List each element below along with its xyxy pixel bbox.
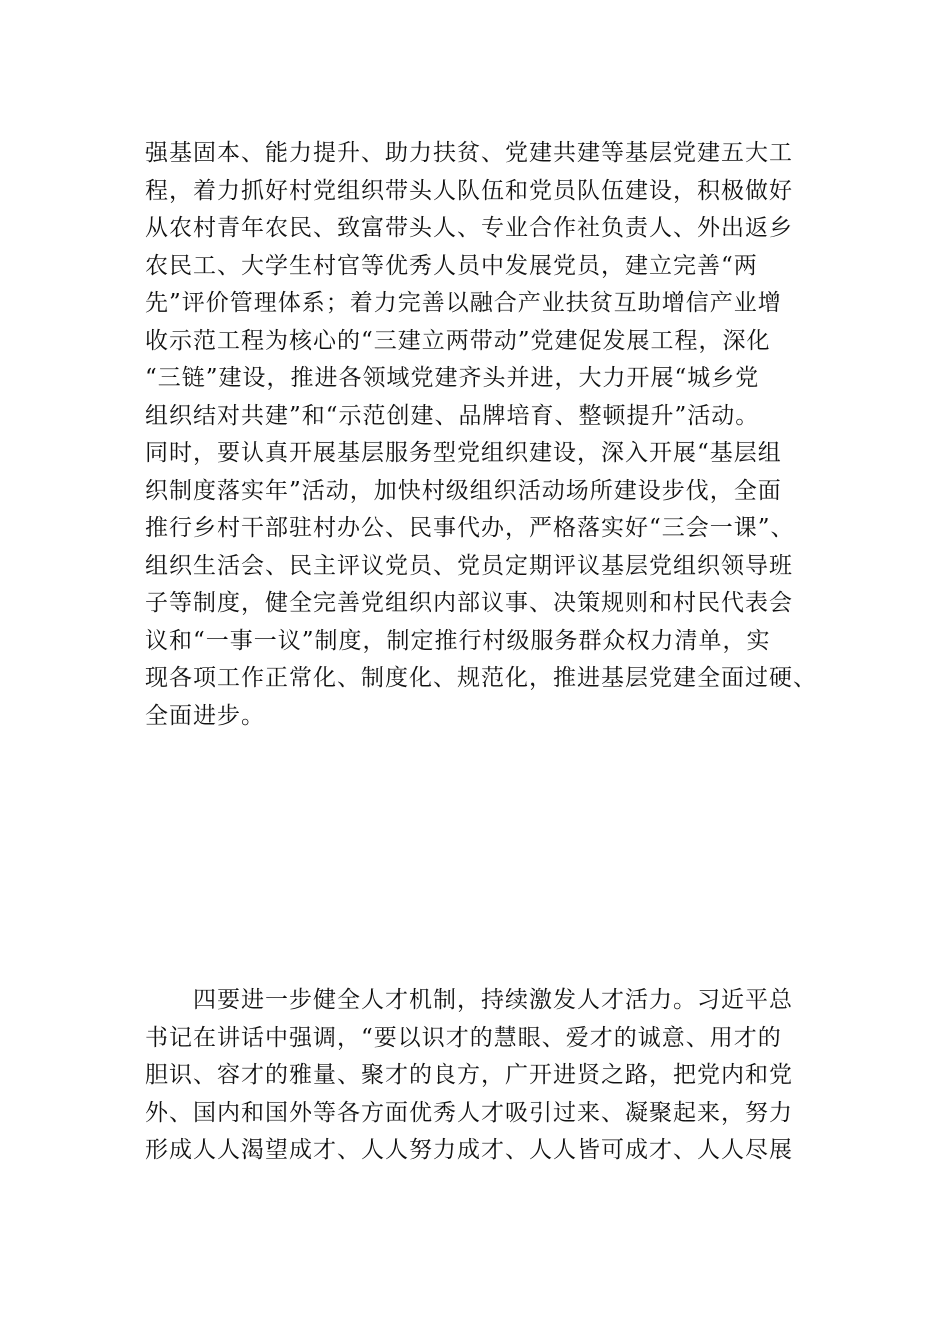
text-line: 推行乡村干部驻村办公、民事代办，严格落实好“三会一课”、 bbox=[145, 515, 795, 541]
text-line: 书记在讲话中强调，“要以识才的慧眼、爱才的诚意、用才的 bbox=[145, 1024, 782, 1051]
text-line: 强基固本、能力提升、助力扶贫、党建共建等基层党建五大工 bbox=[145, 140, 793, 166]
text-line: 现各项工作正常化、制度化、规范化，推进基层党建全面过硬、 bbox=[145, 665, 817, 691]
text-line: 子等制度，健全完善党组织内部议事、决策规则和村民代表会 bbox=[145, 590, 793, 616]
text-line: 先”评价管理体系；着力完善以融合产业扶贫互助增信产业增 bbox=[145, 290, 782, 316]
text-line: 形成人人渴望成才、人人努力成才、人人皆可成才、人人尽展 bbox=[145, 1137, 793, 1163]
text-line: 四要进一步健全人才机制，持续激发人才活力。习近平总 bbox=[193, 987, 793, 1013]
text-line: 议和“一事一议”制度，制定推行村级服务群众权力清单，实 bbox=[145, 627, 771, 654]
text-line: “三链”建设，推进各领域党建齐头并进，大力开展“城乡党 bbox=[145, 365, 760, 391]
text-line: 织制度落实年”活动，加快村级组织活动场所建设步伐，全面 bbox=[145, 477, 782, 504]
paragraph-grassroots-party-building bbox=[145, 135, 825, 735]
text-line: 程，着力抓好村党组织带头人队伍和党员队伍建设，积极做好 bbox=[145, 177, 793, 204]
paragraph-talent-mechanism bbox=[145, 982, 825, 1170]
text-line: 从农村青年农民、致富带头人、专业合作社负责人、外出返乡 bbox=[145, 215, 793, 241]
text-line: 同时，要认真开展基层服务型党组织建设，深入开展“基层组 bbox=[145, 440, 782, 466]
text-line: 全面进步。 bbox=[145, 702, 265, 729]
text-line: 组织生活会、民主评议党员、党员定期评议基层党组织领导班 bbox=[145, 552, 793, 579]
text-line: 收示范工程为核心的“三建立两带动”党建促发展工程，深化 bbox=[145, 327, 771, 354]
text-line: 农民工、大学生村官等优秀人员中发展党员，建立完善“两 bbox=[145, 252, 758, 279]
text-line: 组织结对共建”和“示范创建、品牌培育、整顿提升”活动。 bbox=[145, 402, 760, 429]
text-line: 外、国内和国外等各方面优秀人才吸引过来、凝聚起来，努力 bbox=[145, 1099, 793, 1126]
text-line: 胆识、容才的雅量、聚才的良方，广开进贤之路，把党内和党 bbox=[145, 1062, 793, 1088]
